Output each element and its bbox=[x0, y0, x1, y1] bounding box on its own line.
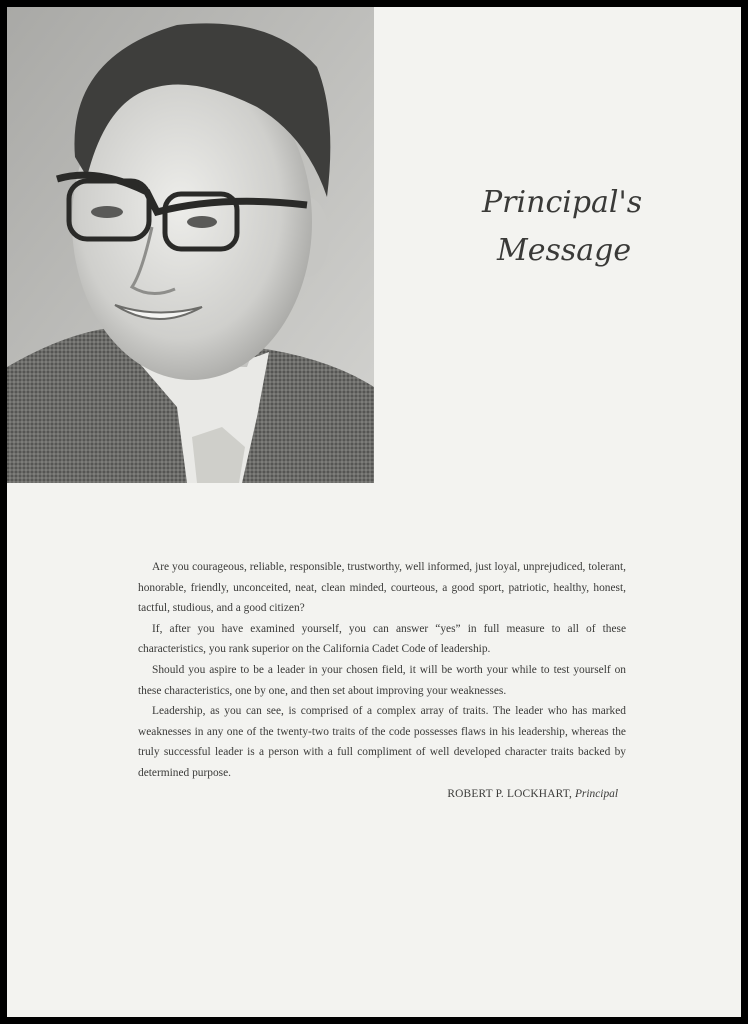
signature bbox=[138, 784, 626, 804]
message-paragraph: Are you courageous, reliable, responsible, trustworthy, well informed, just loyal, unprejudiced, tolerant, honorable, friendly, unconceited, neat, clean minded, courteous, a good sport, patriotic, healthy, honest, tactful, studious, and a good citizen? bbox=[138, 561, 626, 615]
message-paragraph: Leadership, as you can see, is comprised of a complex array of traits. The leader who has marked weaknesses in any one of the twenty-two traits of the code possesses flaws in his leadership, whereas the truly successful leader is a person with a full compliment of well developed character traits backed by determined purpose. bbox=[138, 705, 626, 779]
message-paragraph: If, after you have examined yourself, you can answer “yes” in full measure to all of these characteristics, you rank superior on the California Cadet Code of leadership. bbox=[138, 622, 626, 656]
principal-portrait-photo bbox=[7, 7, 374, 483]
message-paragraph: Should you aspire to be a leader in your chosen field, it will be worth your while to test yourself on these characteristics, one by one, and then set about improving your weaknesses. bbox=[138, 663, 626, 697]
heading-line-principals: Principal's bbox=[482, 185, 643, 220]
signature-title: Principal bbox=[574, 787, 618, 800]
page-heading bbox=[457, 179, 707, 275]
yearbook-page bbox=[7, 7, 741, 1017]
heading-line-message: Message bbox=[497, 233, 632, 268]
message-body bbox=[138, 557, 626, 804]
signature-name: ROBERT P. LOCKHART, bbox=[447, 787, 573, 800]
